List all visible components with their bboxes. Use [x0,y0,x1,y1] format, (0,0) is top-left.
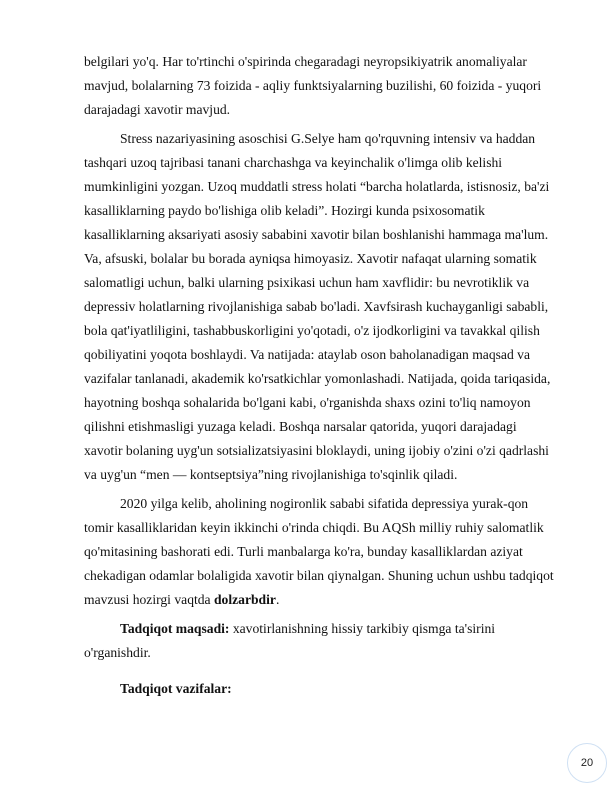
text-line: mavjud, bolalarning 73 foizida - aqliy funktsiyalarning buzilishi, 60 foizida - yuqori [84,78,542,93]
text-line: 2020 yilga kelib, aholining nogironlik sababi sifatida depressiya yurak-qon [120,496,529,511]
text-line: va uyg'un “men — kontseptsiya”ning rivojlanishiga to'sqinlik qiladi. [84,467,458,482]
text-line: bola qat'iyatliligini, tashabbuskorligini yo'qotadi, o'z ijodkorligini va tavakkal qilish [84,323,540,338]
text-line: xavotir bolaning uyg'un sotsializatsiyasini bloklaydi, uning ijobiy o'zini o'zi qadrlashi [84,443,549,458]
research-tasks-label: Tadqiqot vazifalar: [120,681,232,696]
text-run: mavzusi hozirgi vaqtda [84,592,214,607]
research-tasks-heading [120,677,232,701]
text-line: chekadigan odamlar bolaligida xavotir bilan qiynalgan. Shuning uchun ushbu tadqiqot [84,568,554,583]
text-line: tashqari uzoq tajribasi tanani charchashga va keyinchalik o'limga olib kelishi [84,155,503,170]
text-line: qo'mitasining bashorati edi. Turli manbalarga ko'ra, bunday kasalliklardan aziyat [84,544,523,559]
text-line: belgilari yo'q. Har to'rtinchi o'spirinda chegaradagi neyropsikiyatrik anomaliyalar [84,54,527,69]
text-line: darajadagi xavotir mavjud. [84,102,231,117]
text-line: kasalliklarning paydo bo'lishiga olib keladi”. Hozirgi kunda psixosomatik [84,203,485,218]
text-line: tomir kasalliklaridan keyin ikkinchi o'rinda chiqdi. Bu AQSh milliy ruhiy salomatlik [84,520,544,535]
text-line: kasalliklarning aksariyati asosiy sababini xavotir bilan boshlanishi hammaga ma'lum. [84,227,549,242]
text-line: depressiv holatlarning rivojlanishiga sabab bo'ladi. Xavfsirash kuchayganligi sababli, [84,299,549,314]
text-line: vazifalar tanlanadi, akademik ko'rsatkichlar yomonlashadi. Natijada, qoida tariqasida, [84,371,551,386]
research-aim-line [120,617,495,641]
research-aim-text: xavotirlanishning hissiy tarkibiy qismga ta'sirini [229,621,496,636]
text-line: Va, afsuski, bolalar bu borada ayniqsa himoyasiz. Xavotir nafaqat ularning somatik [84,251,537,266]
text-line: Stress nazariyasining asoschisi G.Selye ham qo'rquvning intensiv va haddan [120,131,536,146]
text-line [84,588,279,612]
page-number: 20 [567,743,607,783]
emphasis-text: dolzarbdir [214,592,276,607]
text-line: mumkinligini yozgan. Uzoq muddatli stress holati “barcha holatlarda, istisnosiz, ba'zi [84,179,550,194]
research-aim-label: Tadqiqot maqsadi: [120,621,230,636]
text-run: . [275,592,280,607]
text-line: qobiliyatini yoqota boshlaydi. Va natijada: ataylab oson baholanadigan maqsad va [84,347,530,362]
text-line: o'rganishdir. [84,645,151,660]
text-line: qilishni etishmasligi yuzaga keladi. Boshqa narsalar qatorida, yuqori darajadagi [84,419,517,434]
text-line: salomatligi uchun, balki ularning psixikasi uchun ham xavflidir: bu nevrotiklik va [84,275,530,290]
text-line: hayotning boshqa sohalarida bo'lgani kabi, o'rganishda shaxs ozini to'liq namoyon [84,395,531,410]
